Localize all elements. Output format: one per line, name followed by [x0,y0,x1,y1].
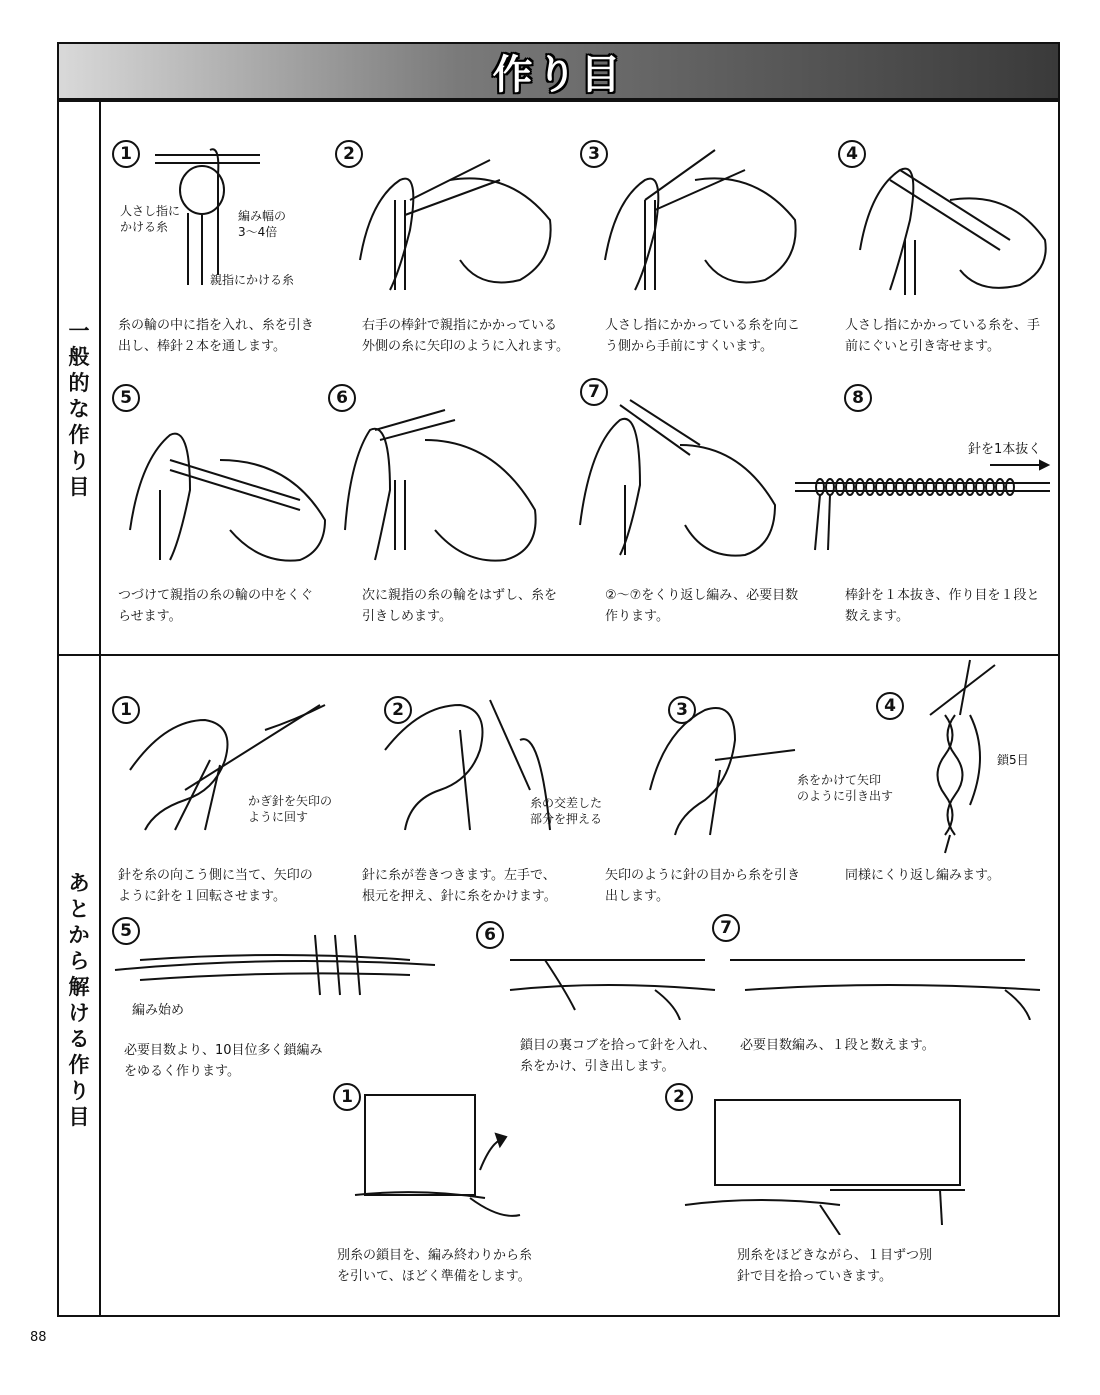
step-number: 4 [876,692,904,720]
step-illustration-hands [350,140,560,300]
step-number: 6 [476,921,504,949]
step-number: 7 [580,378,608,406]
section-label-provisional: あ と か ら 解 け る 作 り 目 [68,871,90,1129]
step-illustration-knit-fabric [350,1090,530,1230]
step-caption: 次に親指の糸の輪をはずし、糸を 引きしめます。 [362,588,558,624]
step-number: 5 [112,384,140,412]
step-caption: 別糸の鎖目を、編み終わりから糸 を引いて、ほどく準備をします。 [337,1248,533,1284]
step-illustration-hands [850,140,1050,300]
annotation-remove-needle: 針を1本抜く [968,442,1042,457]
step-number: 1 [112,140,140,168]
step-illustration-hands [570,385,780,565]
step-number: 2 [335,140,363,168]
step-number: 1 [333,1083,361,1111]
annotation-5-chains: 鎖5目 [997,753,1029,767]
step-caption: 別糸をほどきながら、１目ずつ別 針で目を拾っていきます。 [737,1248,933,1284]
step-illustration-chain-row [110,925,440,1005]
annotation-start: 編み始め [132,1003,185,1018]
step-caption: ②～⑦をくり返し編み、必要目数 作ります。 [605,588,799,624]
step-caption: 必要目数編み、１段と数えます。 [740,1038,935,1053]
step-number: 8 [844,384,872,412]
step-illustration-hands [595,130,805,300]
step-caption: 同様にくり返し編みます。 [845,868,1000,883]
step-number: 2 [665,1083,693,1111]
step-illustration-hands [335,400,545,570]
step-illustration-chain [900,655,1000,855]
step-illustration-pickup [505,930,720,1020]
step-caption: 必要目数より、10目位多く鎖編み をゆるく作ります。 [124,1043,323,1079]
title-bar [57,42,1060,100]
step-illustration-cast-on-row [790,455,1055,555]
step-illustration-pickup [725,930,1045,1020]
annotation-thumb-yarn: 親指にかける糸 [210,273,295,287]
step-caption: 人さし指にかかっている糸を向こ う側から手前にすくいます。 [605,318,801,354]
annotation-rotate-hook: かぎ針を矢印の ように回す [248,794,333,824]
step-caption: 人さし指にかかっている糸を、手 前にぐいと引き寄せます。 [845,318,1041,354]
annotation-width: 編み幅の 3～4倍 [238,209,287,239]
page-number: 88 [30,1330,47,1345]
step-illustration-knit-fabric [680,1095,970,1235]
step-caption: 針を糸の向こう側に当て、矢印の ように針を１回転させます。 [118,868,313,904]
section-label-general: 一 般 的 な 作 り 目 [68,319,90,499]
step-number: 7 [712,914,740,942]
step-caption: つづけて親指の糸の輪の中をくぐ らせます。 [118,588,314,624]
step-caption: 右手の棒針で親指にかかっている 外側の糸に矢印のように入れます。 [362,318,569,354]
step-caption: 針に糸が巻きつきます。左手で、 根元を押え、針に糸をかけます。 [362,868,557,904]
step-illustration-crochet-hook [645,690,805,840]
step-caption: 糸の輪の中に指を入れ、糸を引き 出し、棒針２本を通します。 [118,318,314,354]
sidebar-divider [99,100,101,1317]
annotation-hold-cross: 糸の交差した 部分を押える [530,796,603,826]
annotation-pull-through: 糸をかけて矢印 のように引き出す [797,773,894,803]
step-caption: 矢印のように針の目から糸を引き 出します。 [605,868,801,904]
page-title: 作り目 [492,51,625,98]
step-number: 1 [112,696,140,724]
step-caption: 鎖目の裏コブを拾って針を入れ、 糸をかけ、引き出します。 [520,1038,716,1074]
step-number: 6 [328,384,356,412]
annotation-index-finger: 人さし指に かける糸 [120,204,181,234]
step-number: 5 [112,917,140,945]
step-caption: 棒針を１本抜き、作り目を１段と 数えます。 [845,588,1040,624]
step-number: 4 [838,140,866,168]
step-number: 3 [580,140,608,168]
step-number: 3 [668,696,696,724]
step-illustration-hands [120,410,330,570]
step-number: 2 [384,696,412,724]
